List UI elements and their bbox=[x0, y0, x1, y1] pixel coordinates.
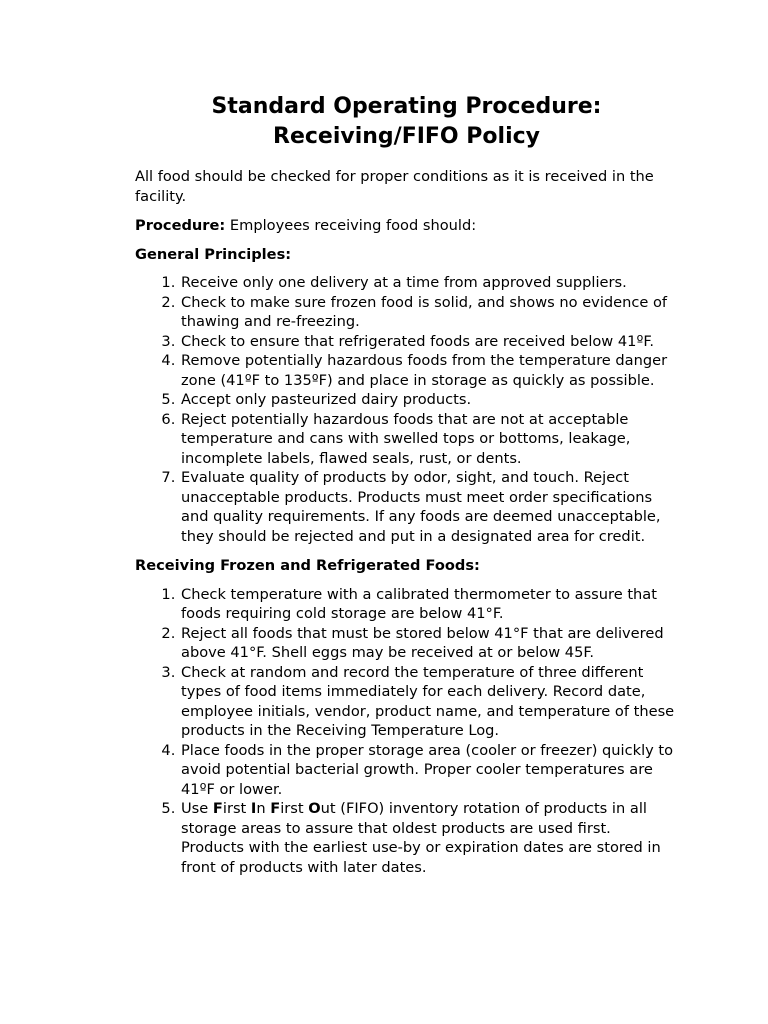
general-principles-heading: General Principles: bbox=[135, 245, 292, 263]
fifo-text: Use bbox=[181, 800, 213, 817]
fifo-letter: O bbox=[308, 800, 321, 817]
fifo-letter: F bbox=[212, 800, 223, 817]
procedure-label: Procedure: bbox=[135, 217, 226, 234]
fifo-letter: F bbox=[270, 800, 281, 817]
list-item: 1. Check temperature with a calibrated thermometer to assure that foods requiring cold storage are below 41°F. bbox=[180, 585, 678, 624]
title-line-2: Receiving/FIFO Policy bbox=[273, 124, 540, 149]
list-item: 5. Accept only pasteurized dairy products. bbox=[180, 390, 678, 410]
fifo-text: n bbox=[256, 800, 271, 817]
list-item: 3. Check at random and record the temperature of three different types of food items immediately for each delivery. Record date, employee initials, vendor, product name, and temperature of these products in the Receiving Temperature Log. bbox=[180, 663, 678, 741]
document-title bbox=[135, 92, 678, 152]
frozen-refrigerated-heading: Receiving Frozen and Refrigerated Foods: bbox=[135, 557, 480, 574]
fifo-letter: I bbox=[250, 800, 257, 817]
fifo-text: irst bbox=[222, 800, 251, 817]
procedure-paragraph bbox=[135, 216, 678, 236]
fifo-text: irst bbox=[280, 800, 309, 817]
fifo-text: ut (FIFO) inventory rotation of products in all storage areas to assure that oldest products are used first. Products with the earliest use-by or expiration dates are stored in front of products with later dates. bbox=[181, 800, 661, 876]
fifo-list-item bbox=[180, 799, 678, 877]
procedure-text: Employees receiving food should: bbox=[225, 217, 477, 234]
list-item: 4. Place foods in the proper storage area (cooler or freezer) quickly to avoid potential bacterial growth. Proper cooler temperatures are 41ºF or lower. bbox=[180, 741, 678, 800]
list-item: 2. Reject all foods that must be stored below 41°F that are delivered above 41°F. Shell eggs may be received at or below 45F. bbox=[180, 624, 678, 663]
list-item: 1. Receive only one delivery at a time from approved suppliers. bbox=[180, 273, 678, 293]
list-item: 6. Reject potentially hazardous foods that are not at acceptable temperature and cans with swelled tops or bottoms, leakage, incomplete labels, flawed seals, rust, or dents. bbox=[180, 410, 678, 469]
list-item: 7. Evaluate quality of products by odor, sight, and touch. Reject unacceptable products. Products must meet order specifications and quality requirements. If any foods are deemed unacceptable, they should be rejected and put in a designated area for credit. bbox=[180, 468, 678, 546]
list-item: 3. Check to ensure that refrigerated foods are received below 41ºF. bbox=[180, 332, 678, 352]
title-line-1: Standard Operating Procedure: bbox=[211, 94, 602, 119]
list-item: 2. Check to make sure frozen food is solid, and shows no evidence of thawing and re-freezing. bbox=[180, 293, 678, 332]
list-item: 4. Remove potentially hazardous foods from the temperature danger zone (41ºF to 135ºF) and place in storage as quickly as possible. bbox=[180, 351, 678, 390]
intro-paragraph: All food should be checked for proper conditions as it is received in the facility. bbox=[135, 168, 654, 205]
general-principles-list bbox=[135, 273, 678, 546]
frozen-refrigerated-list bbox=[135, 585, 678, 878]
